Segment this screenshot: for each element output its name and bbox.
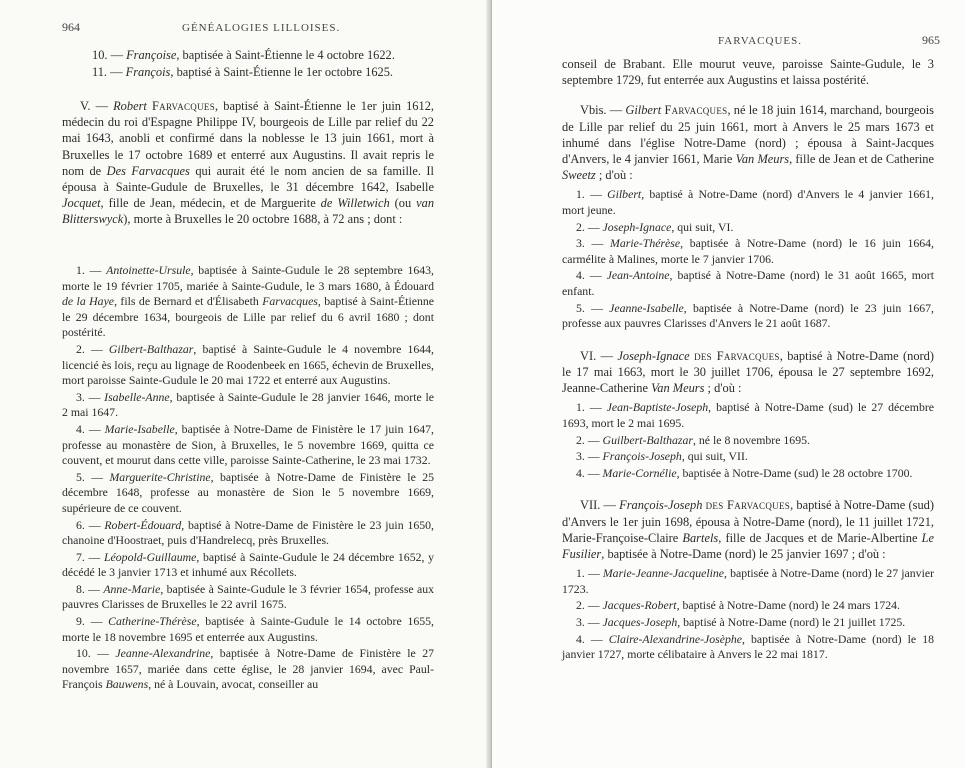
- running-head: FARVACQUES.: [718, 35, 802, 47]
- children-VII: [562, 566, 934, 663]
- list-item: 9. — Catherine-Thérèse, baptisée à Sainte-Gudule le 14 octobre 1655, morte le 18 novembre 1695 et enterrée aux Augustins.: [62, 614, 435, 644]
- page-number: 964: [62, 20, 80, 34]
- list-item: 6. — Robert-Édouard, baptisé à Notre-Dame de Finistère le 23 juin 1650, chanoine d'Hoostraet, puis d'Handrelecq, près Bruxelles.: [62, 517, 434, 548]
- list-item: 2. — Jacques-Robert, baptisé à Notre-Dame (nord) le 24 mars 1724.: [576, 598, 900, 613]
- paragraph-VII: VII. — François-Joseph des Farvacques, baptisé à Notre-Dame (sud) d'Anvers le 1er juin 1698, épousa à Notre-Dame (nord), le 11 juillet 1721, Marie-Françoise-Claire Bartels, fille de Jacques et de Marie-Albertine Le Fusilier, baptisée à Notre-Dame (nord) le 25 janvier 1697 ; d'où :: [562, 498, 934, 561]
- paragraph-Vbis: Vbis. — Gilbert Farvacques, né le 18 juin 1614, marchand, bourgeois de Lille par relief du 25 juin 1661, mort à Anvers le 25 mars 1673 et inhumé dans l'église Notre-Dame (nord) ; épousa à Saint-Jacques d'Anvers, le 4 janvier 1661, Marie Van Meurs, fille de Jean et de Catherine Sweetz ; d'où :: [562, 103, 934, 183]
- list-item: 4. — Marie-Cornélie, baptisée à Notre-Dame (sud) le 28 octobre 1700.: [576, 465, 913, 480]
- list-item: 3. — François-Joseph, qui suit, VII.: [576, 449, 748, 464]
- list-item: 3. — Marie-Thérèse, baptisée à Notre-Dame (nord) le 16 juin 1664, carmélite à Malines, morte le 7 janvier 1706.: [562, 236, 935, 266]
- list-item: 3. — Jacques-Joseph, baptisé à Notre-Dame (nord) le 21 juillet 1725.: [576, 614, 906, 629]
- continuation-text: conseil de Brabant. Elle mourut veuve, paroisse Sainte-Gudule, le 3 septembre 1729, fut enterrée aux Augustins et laissa postérité.: [562, 57, 934, 88]
- list-item: 7. — Léopold-Guillaume, baptisé à Sainte-Gudule le 24 décembre 1652, y décédé le 3 janvier 1713 et inhumé aux Récollets.: [62, 549, 435, 580]
- list-item: 3. — Isabelle-Anne, baptisée à Sainte-Gudule le 28 janvier 1646, morte le 2 mai 1647.: [62, 389, 434, 420]
- paragraph-VI: VI. — Joseph-Ignace des Farvacques, baptisé à Notre-Dame (nord) le 17 mai 1663, mort le 30 juillet 1706, épousa le 27 septembre 1692, Jeanne-Catherine Van Meurs ; d'où :: [562, 348, 934, 396]
- running-head: GÉNÉALOGIES LILLOISES.: [182, 22, 341, 34]
- children-Vbis: [562, 187, 934, 331]
- list-item: 1. — Jean-Baptiste-Joseph, baptisé à Notre-Dame (sud) le 27 décembre 1693, mort le 2 mai 1695.: [562, 400, 935, 430]
- list-item: 2. — Guilbert-Balthazar, né le 8 novembre 1695.: [576, 432, 810, 447]
- paragraph-V: V. — Robert Farvacques, baptisé à Saint-Étienne le 1er juin 1612, médecin du roi d'Espagne Philippe IV, bourgeois de Lille par relief du 22 mai 1643, anobli et confirmé dans la noblesse le 13 juin 1661, mort à Bruxelles le 17 octobre 1689 et enterré aux Augustins. Il avait repris le nom de Des Farvacques qui aurait été le nom ancien de sa famille. Il épousa à Sainte-Gudule de Bruxelles, le 31 décembre 1642, Isabelle Jocquet, fille de Jean, médecin, et de Marguerite de Willetwich (ou van Blitterswyck), morte à Bruxelles le 20 octobre 1688, à 72 ans ; dont :: [62, 99, 435, 227]
- list-item: 4. — Jean-Antoine, baptisé à Notre-Dame (nord) le 31 août 1665, mort enfant.: [562, 268, 935, 298]
- list-item: 11. — François, baptisé à Saint-Étienne le 1er octobre 1625.: [92, 65, 394, 80]
- list-item: 8. — Anne-Marie, baptisée à Sainte-Gudule le 3 février 1654, professe aux pauvres Clarisses de Bruxelles le 22 avril 1675.: [62, 581, 435, 612]
- generation-V: [62, 98, 434, 228]
- list-item: 5. — Jeanne-Isabelle, baptisée à Notre-Dame (nord) le 23 juin 1667, professe aux pauvres Clarisses d'Anvers le 21 août 1687.: [562, 300, 935, 331]
- list-item: 1. — Gilbert, baptisé à Notre-Dame (nord) d'Anvers le 4 janvier 1661, mort jeune.: [562, 187, 935, 218]
- page-number: 965: [922, 33, 940, 47]
- list-item: 5. — Marguerite-Christine, baptisée à Notre-Dame de Finistère le 25 décembre 1648, professe au monastère de Sion le 5 novembre 1669, supérieure de ce couvent.: [62, 469, 435, 515]
- list-item: 10. — Françoise, baptisée à Saint-Étienne le 4 octobre 1622.: [92, 48, 395, 62]
- children-V: [62, 262, 434, 693]
- list-item: 1. — Marie-Jeanne-Jacqueline, baptisée à Notre-Dame (nord) le 27 janvier 1723.: [562, 566, 935, 596]
- right-page: [492, 0, 965, 768]
- right-column: [562, 56, 934, 663]
- left-top-items: [78, 46, 428, 80]
- list-item: 2. — Joseph-Ignace, qui suit, VI.: [576, 219, 734, 234]
- list-item: 1. — Antoinette-Ursule, baptisée à Sainte-Gudule le 28 septembre 1643, morte le 19 février 1705, mariée à Sainte-Gudule, le 3 mars 1680, à Édouard de la Haye, fils de Bernard et d'Élisabeth Farvacques, baptisé à Saint-Étienne le 29 décembre 1634, bourgeois de Lille par relief du 6 avril 1680 ; dont postérité.: [62, 263, 435, 340]
- list-item: 2. — Gilbert-Balthazar, baptisé à Sainte-Gudule le 4 novembre 1644, licencié ès lois, reçu au lignage de Roodenbeek en 1665, échevin de Bruxelles, mort paroisse Sainte-Gudule le 20 mai 1722 et enterré aux Augustins.: [62, 341, 435, 388]
- list-item: 4. — Marie-Isabelle, baptisée à Notre-Dame de Finistère le 17 juin 1647, professe au monastère de Sion, à Bruxelles, le 5 novembre 1669, quitta ce couvent, et mourut dans cette ville, paroisse Sainte-Catherine, le 23 mai 1732.: [62, 421, 434, 468]
- list-item: 10. — Jeanne-Alexandrine, baptisée à Notre-Dame de Finistère le 27 novembre 1657, mariée dans cette église, le 28 janvier 1694, avec Paul-François Bauwens, né à Louvain, avocat, conseiller au: [62, 646, 434, 692]
- children-VI: [562, 400, 934, 481]
- list-item: 4. — Claire-Alexandrine-Josèphe, baptisée à Notre-Dame (nord) le 18 janvier 1727, morte célibataire à Anvers le 22 mai 1817.: [562, 631, 935, 662]
